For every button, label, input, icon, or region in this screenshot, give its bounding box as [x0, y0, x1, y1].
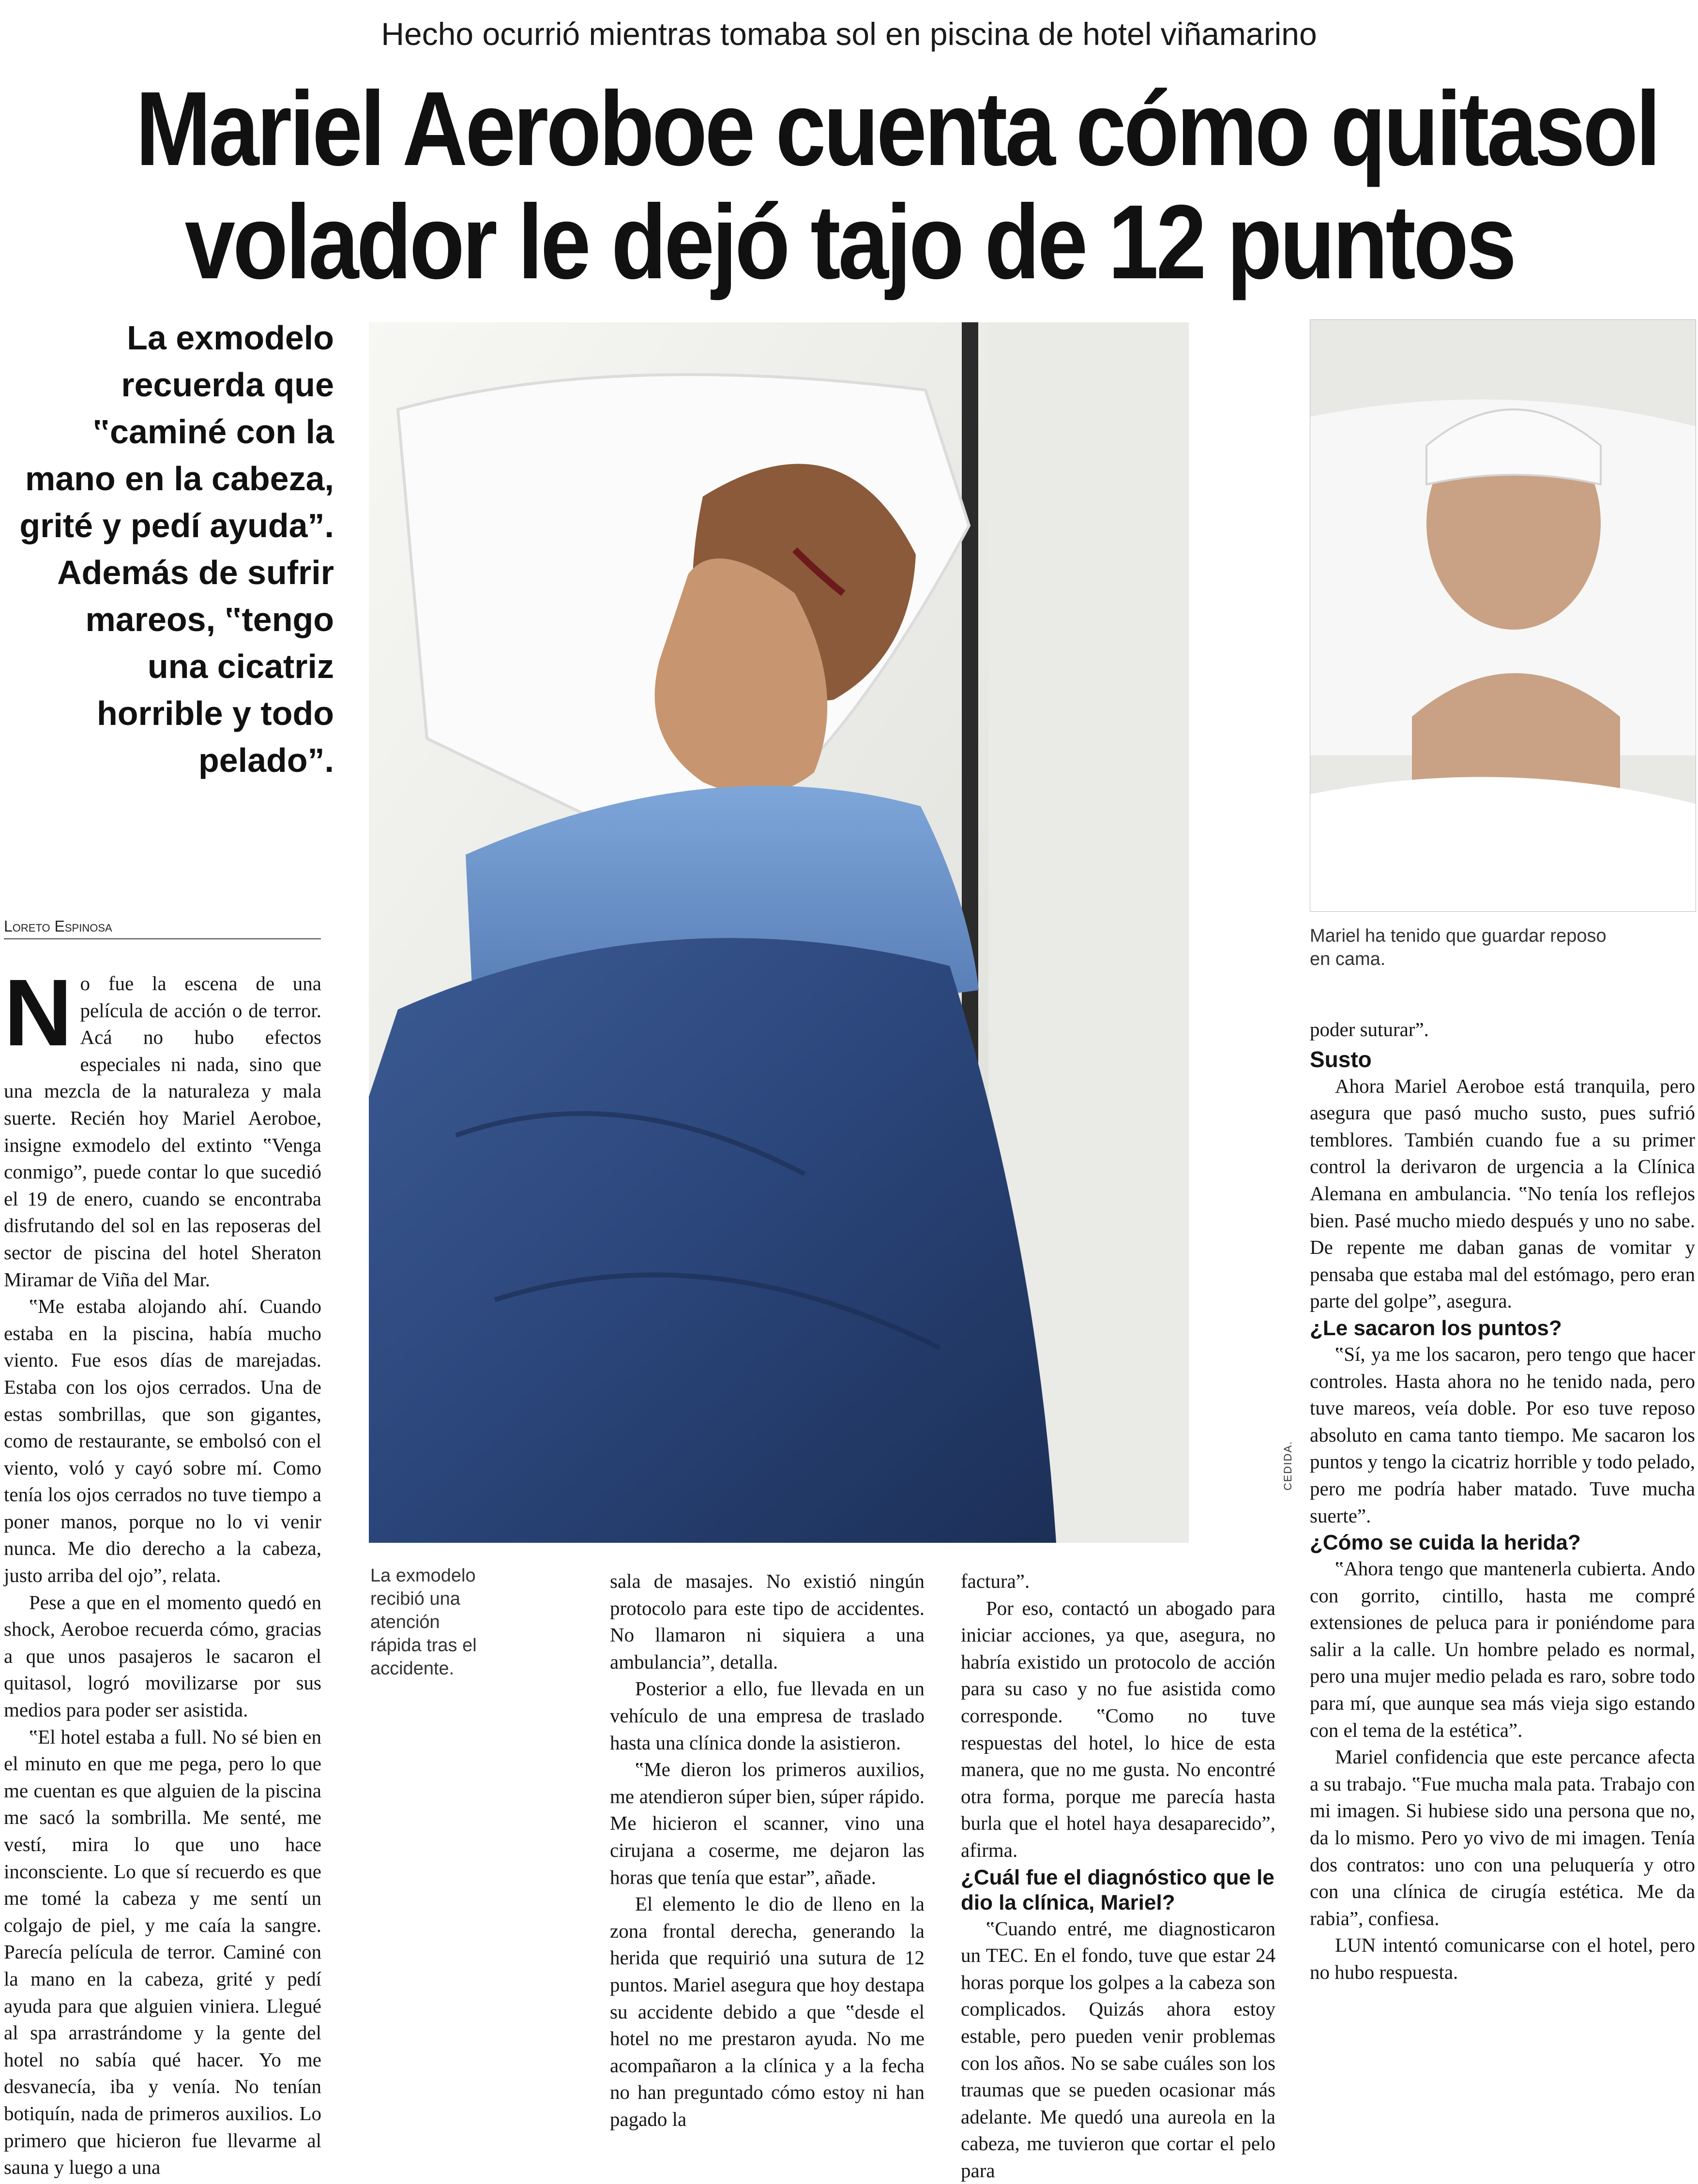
- article-paragraph: Posterior a ello, fue llevada en un vehículo de una empresa de traslado hasta una clínica donde la asistieron.: [610, 1677, 925, 1754]
- byline: Loreto Espinosa: [4, 918, 321, 939]
- article-paragraph: Mariel confidencia que este percance afecta a su trabajo. ‟Fue mucha mala pata. Trabajo con mi imagen. Si hubiese sido una persona que no, da lo mismo. Pero yo vivo de mi imagen. Tenía dos contratos: uno con una peluquería y otro con una clínica de cirugía estética. Me da rabia”, confiesa.: [1310, 1746, 1695, 1929]
- article-column-3: [961, 1568, 1275, 2184]
- kicker: Hecho ocurrió mientras tomaba sol en piscina de hotel viñamarino: [381, 16, 1317, 52]
- article-paragraph: Por eso, contactó un abogado para iniciar acciones, ya que, asegura, no habría existido un protocolo de acción para su caso y no fue asistida como corresponde. ‟Como no tuve respuestas del hotel, lo hice de esta manera, que no me gusta. No encontré otra forma, porque me parecía hasta burla que el hotel haya desaparecido”, afirma.: [961, 1597, 1275, 1861]
- article-paragraph: No fue la escena de una película de acción o de terror. Acá no hubo efectos especiales ni nada, sino que una mezcla de la naturaleza y mala suerte. Recién hoy Mariel Aeroboe, insigne exmodelo del extinto ‟Venga conmigo”, puede contar lo que sucedió el 19 de enero, cuando se encontraba disfrutando del sol en las reposeras del sector de piscina del hotel Sheraton Miramar de Viña del Mar.: [4, 960, 321, 1291]
- main-photo-caption: La exmodelo recibió una atención rápida tras el accidente.: [370, 1566, 477, 1679]
- headline-line-1: Mariel Aeroboe cuenta cómo quitasol: [136, 70, 1659, 188]
- question-heading: ¿Le sacaron los puntos?: [1310, 1316, 1562, 1340]
- article-paragraph: ‟Me dieron los primeros auxilios, me atendieron súper bien, súper rápido. Me hicieron el scanner, vino una cirujana a coserme, me dejaron las horas que tenía que estar”, añade.: [610, 1758, 925, 1888]
- dropcap: N: [4, 960, 73, 1066]
- article-paragraph: sala de masajes. No existió ningún protocolo para este tipo de accidentes. No llamaron ni siquiera a una ambulancia”, detalla.: [610, 1570, 925, 1673]
- article-column-4: [1310, 1016, 1695, 1986]
- article-paragraph: Ahora Mariel Aeroboe está tranquila, pero asegura que pasó mucho susto, pues sufrió temblores. También cuando fue a su primer control la derivaron de urgencia a la Clínica Alemana en ambulancia. ‟No tenía los reflejos bien. Pasé mucho miedo después y uno no sabe. De repente me daban ganas de vomitar y pensaba que estaba mal del estómago, pero eran parte del golpe”, asegura.: [1310, 1074, 1695, 1312]
- article-paragraph: LUN intentó comunicarse con el hotel, pero no hubo respuesta.: [1310, 1934, 1695, 1983]
- headline-line-2: volador le dejó tajo de 12 puntos: [184, 183, 1515, 301]
- side-photo: [1310, 319, 1696, 912]
- question-heading: ¿Cómo se cuida la herida?: [1310, 1531, 1581, 1555]
- article-paragraph: El elemento le dio de lleno en la zona frontal derecha, generando la herida que requirió una sutura de 12 puntos. Mariel asegura que hoy destapa su accidente debido a que ‟desde el hotel no me prestaron ayuda. No me acompañaron a la clínica y a la fecha no han preguntado cómo estoy ni han pagado la: [610, 1893, 925, 2130]
- article-paragraph: ‟Ahora tengo que mantenerla cubierta. Ando con gorrito, cintillo, hasta me compré extensiones de peluca para ir poniéndome para salir a la calle. Un hombre pelado es normal, pero una mujer medio pelada es raro, sobre todo para mí, que aunque sea más vieja sigo estando con el tema de la estética”.: [1310, 1557, 1695, 1741]
- article-column-1: [4, 960, 321, 2181]
- article-paragraph: ‟El hotel estaba a full. No sé bien en el minuto en que me pega, pero lo que me cuentan es que alguien de la piscina me sacó la sombrilla. Me senté, me vestí, mira lo que uno hace inconsciente. Lo que sí recuerdo es que me tomé la cabeza y me sentí un colgajo de piel, y me caía la sangre. Parecía película de terror. Caminé con la mano en la cabeza, grité y pedí ayuda para que alguien viniera. Llegué al spa arrastrándome y la gente del hotel no sabía qué hacer. Yo me desvanecía, iba y venía. No tenían botiquín, nada de primeros auxilios. Lo primero que hicieron fue llevarme al sauna y luego a una: [4, 1725, 321, 2179]
- side-photo-caption: Mariel ha tenido que guardar reposo en cama.: [1310, 926, 1607, 969]
- article-paragraph: ‟Sí, ya me los sacaron, pero tengo que hacer controles. Hasta ahora no he tenido nada, pero tuve mareos, veía doble. Por eso tuve reposo absoluto en cama tanto tiempo. Me sacaron los puntos y tengo la cicatriz horrible y todo pelado, pero me podría haber matado. Tuve mucha suerte”.: [1310, 1342, 1695, 1527]
- photo-credit: CEDIDA.: [1282, 1440, 1294, 1491]
- patient-bandage-photo: [1310, 320, 1696, 911]
- headline: [136, 70, 1659, 301]
- article-paragraph: ‟Cuando entré, me diagnosticaron un TEC. En el fondo, tuve que estar 24 horas porque los golpes a la cabeza son complicados. Quizás ahora estoy estable, pero pueden venir problemas con los años. No se sabe cuáles son los traumas que se pueden ocasionar más adelante. Me quedó una aureola en la cabeza, me tuvieron que cortar el pelo para: [961, 1917, 1275, 2182]
- article-paragraph: Pese a que en el momento quedó en shock, Aeroboe recuerda cómo, gracias a que unos pasajeros le sacaron el quitasol, logró movilizarse por sus medios para poder ser asistida.: [4, 1591, 321, 1721]
- article-paragraph: ‟Me estaba alojando ahí. Cuando estaba en la piscina, había mucho viento. Fue esos días de marejadas. Estaba con los ojos cerrados. Una de estas sombrillas, que son gigantes, como de restaurante, se embolsó con el viento, voló y cayó sobre mí. Como tenía los ojos cerrados no tuve tiempo a poner manos, porque no lo vi venir nunca. Me dio derecho a la cabeza, justo arriba del ojo”, relata.: [4, 1295, 321, 1587]
- article-column-2: [610, 1568, 925, 2133]
- article-paragraph: poder suturar”.: [1310, 1018, 1429, 1040]
- section-subhead: Susto: [1310, 1046, 1372, 1072]
- lede: La exmodelo recuerda que ‟caminé con la mano en la cabeza, grité y pedí ayuda”. Además de sufrir mareos, ‟tengo una cicatriz horrible y todo pelado”.: [19, 319, 334, 779]
- question-heading: ¿Cuál fue el diagnóstico que le dio la clínica, Mariel?: [961, 1865, 1274, 1914]
- article-paragraph: factura”.: [961, 1570, 1030, 1592]
- main-photo: [369, 322, 1189, 1543]
- hospital-bed-photo: [369, 322, 1189, 1543]
